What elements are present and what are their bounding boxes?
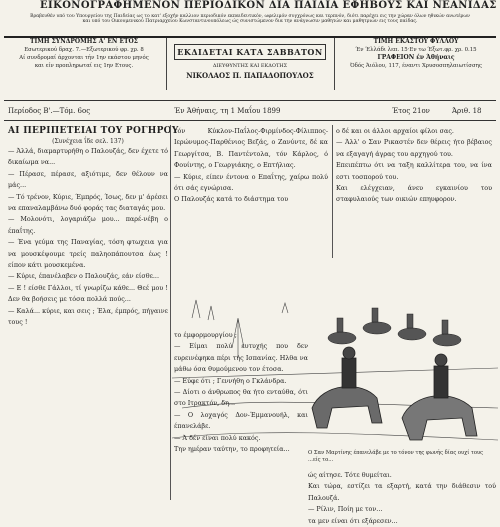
price-line: Έν Έλλάδι λεπ. 15·Εν τω Έξωτ.φρ. χρ. 0.15 (355, 47, 477, 53)
article-paragraph: — Κύριε, έπανέλαβεν ο Παλουζάς, εάν είσθε... (8, 272, 159, 281)
left-column (8, 126, 179, 500)
lower-middle-column (174, 330, 308, 500)
article-title: ΑΙ ΠΕΡΙΠΕΤΕΙΑΙ ΤΟΥ ΡΟΓΗΡΟΥ (8, 126, 179, 136)
article-paragraph: τα μεν είναι ότι εξάρεσεν... (308, 516, 398, 525)
office-address: Όδός Άιόλου, 117, έναντι Χρυσοσπηλαιωτίσσης (350, 63, 482, 69)
article-paragraph: — Τό τρένον, Κύριε, Έμπρός, Ίσως, δεν μ' άρέσει να επαναλαμβάνω δυό φοράς τας διαταγάς μου. (8, 192, 168, 213)
article-paragraph: Την ημέραν ταύτην, το προφητεία... (174, 445, 290, 454)
article-paragraph: Ο Παλουζάς κατά το διάστημα του (174, 195, 289, 204)
issue-year: Έτος 21ον (392, 107, 430, 115)
article-paragraph: — Είμαι πολύ ευτυχής που δεν ευρεινέφηκα πέρι τής Ισπανίας. Ηλθα να μάθω όσα θυμούμενου τον έτοσα. (174, 342, 308, 374)
lower-right-column (308, 470, 496, 525)
masthead-subtitle: ΕΙΚΟΝΟΓΡΑΦΗΜΕΝΟΝ ΠΕΡΙΟΔΙΚΟΝ ΔΙΑ ΠΑΙΔΙΑ ΕΦΗΒΟΥΣ ΚΑΙ ΝΕΑΝΙΔΑΣ (40, 0, 497, 11)
price-title: ΤΙΜΗ ΕΚΑΣΤΟΥ ΦΥΛΛΟΥ (373, 38, 459, 45)
masthead-intro (8, 14, 492, 30)
column-divider (332, 125, 333, 258)
article-paragraph: — Πέρασε, πέρασε, αξιότιμε, δεν θέλουν να μάς... (8, 169, 168, 190)
column-divider (170, 125, 171, 500)
article-paragraph: — Καλά... κύριε, και σεις ; Έλα, έμπρός, πήγαινε τους ! (8, 306, 168, 327)
article-paragraph: ώς αίτησε. Τότε θυμείται. (308, 471, 392, 479)
header-divider (166, 38, 167, 90)
article-paragraph: ο δέ και οι άλλοι αρχαίοι φίλοι σας. (336, 127, 454, 135)
price-box (336, 38, 496, 90)
subscription-box (4, 38, 164, 90)
issue-number: Άριθ. 18 (452, 107, 482, 115)
editor-name: ΝΙΚΟΛΑΟΣ Π. ΠΑΠΑΔΟΠΟΥΛΟΣ (186, 71, 314, 80)
subscription-line: και είν προπληρωταί εις 1ην Ετους. (34, 63, 134, 69)
article-paragraph: — Δίοτι ο άνθρωπος θα ήτο ενταύθα, ότι στο Ιτρακτόν, δη... (174, 388, 308, 408)
right-column (336, 126, 492, 256)
article-paragraph: Και τώρα, εστίζει τα εξαρτή, κατά την διάθεσιν τού Παλουζά. (308, 482, 496, 502)
article-paragraph: — Ε ! είσθε Γάλλοι, τί γνωρίζω κάθε... Θεέ μου ! Δεν θα βοήσεις με τόσα πολλά πούς... (8, 283, 168, 304)
intro-line: και υπό του Οικουμενικού Πατριαρχείου Κωνσταντινουπόλεως ώς συνιστώμενον δια την ανάγνωσιν μαθητών και μαθητριών εις τους παίδας. (82, 19, 418, 24)
article-paragraph: — Μολονότι, λογαριάζω μου... παρέ-νέβη ο έπαΐτης. (8, 215, 168, 235)
intro-line: Βραβευθέν υπό του Υπουργείου της Παιδείας ως το κατ' εξοχήν καλλιον περιοδικόν εκπαιδευτικόν, ωφελιμόν συγχρόνως και τερπνόν, διότι παρέχει εις την χώραν όλων ηθικών ανωτέρων (30, 14, 470, 19)
article-paragraph: — Άλλά, διαμαρτυρήθη ο Παλουζάς, δεν έχετε τό δικαίωμα να... (8, 147, 168, 167)
issue-rule-bottom (4, 120, 496, 121)
issue-rule-top (4, 100, 496, 101)
article-paragraph: το έμφορμουργίου ; (174, 331, 237, 339)
article-paragraph: — Ά δέν είναι πολύ κακός. (174, 433, 261, 442)
issue-period: Περίοδος Β'.—Τόμ. 6ος (8, 107, 91, 115)
article-paragraph: — Εύφε ότι ; Γεννήθη ο Γκλάνδρα. (174, 376, 287, 385)
article-paragraph: Επειπέπτω ότι να ταξη καλλίτερα του, να ίνα εστι τοσπορού του. (336, 161, 492, 181)
subscription-line: Αί συνδρομαί άρχονται τήν 1ην εκάστου μηνός (19, 55, 149, 61)
publication-banner: ΕΚΔΙΔΕΤΑΙ ΚΑΤΑ ΣΑΒΒΑΤΟΝ (174, 44, 326, 60)
article-paragraph: Και ελέγχειαν, άνευ εγκαινίου του σταφυλαιούς των οικιών επηυφορον. (336, 184, 492, 204)
illustration-caption: Ο Σαν Μαρτίνης έπανελάβε με το τόνον της φωνής δίας ουχί τους ...είς το... (308, 450, 484, 463)
article-paragraph: τόν Κύκλον-Παΐλος-Φιρμίνδος-Φίλιππος-Ιερώνυμος-Παρθένιος Βεζάς, ο Ζανύντε, δέ κα Γεωργίτσα, Β. Παντέντολα, τόν Κάρλος, ό Φουίντης, ο Γεωργιάκης, ο Επτήλιας. (174, 127, 328, 170)
middle-column (174, 126, 328, 256)
editor-label: ΔΙΕΥΘΥΝΤΗΣ ΚΑΙ ΕΚΔΟΤΗΣ (212, 63, 288, 69)
article-paragraph: — Άλλ' ο Σαν Ρικαστέν δεν θέρεις ήτο βέβαιος να εξαγαγή άγρας του αρχηγού του. (336, 138, 492, 158)
article-subtitle: (Συνέχεια ΐδε σελ. 137) (52, 138, 124, 145)
subscription-title: ΤΙΜΗ ΣΥΝΔΡΟΜΗΣ Α' ΕΝ ΕΤΟΣ (30, 38, 138, 45)
subscription-line: Εσωτερικού δραχ. 7.—Εξωτερικού φρ. χρ. 8 (24, 47, 144, 53)
article-paragraph: — Ο λοχαγός Δον-Έμμανουήλ, και έπανελάβε. (174, 410, 308, 431)
publication-box (170, 40, 330, 90)
issue-place-date: Έν Άθήναις, τη 1 Μαΐου 1899 (174, 107, 281, 115)
article-paragraph: — Ένα γεύμα της Παναγίας, τόση φτωχεια για να μουσκέψουμε τρείς παληοπάπουτσα έως ! είπον κάτι μουσκεμένα. (8, 238, 168, 270)
office-title: ΓΡΑΦΕΙΟΝ έν Άθήναις (377, 54, 455, 61)
header-divider (334, 38, 335, 90)
article-paragraph: — Ρίλιν, Ποίη με τον... (308, 505, 383, 514)
article-paragraph: — Κύριε, είπεν έντονα ο Επαΐτης, χαίρω πολύ ότι σάς εγνώρισα. (174, 172, 328, 193)
